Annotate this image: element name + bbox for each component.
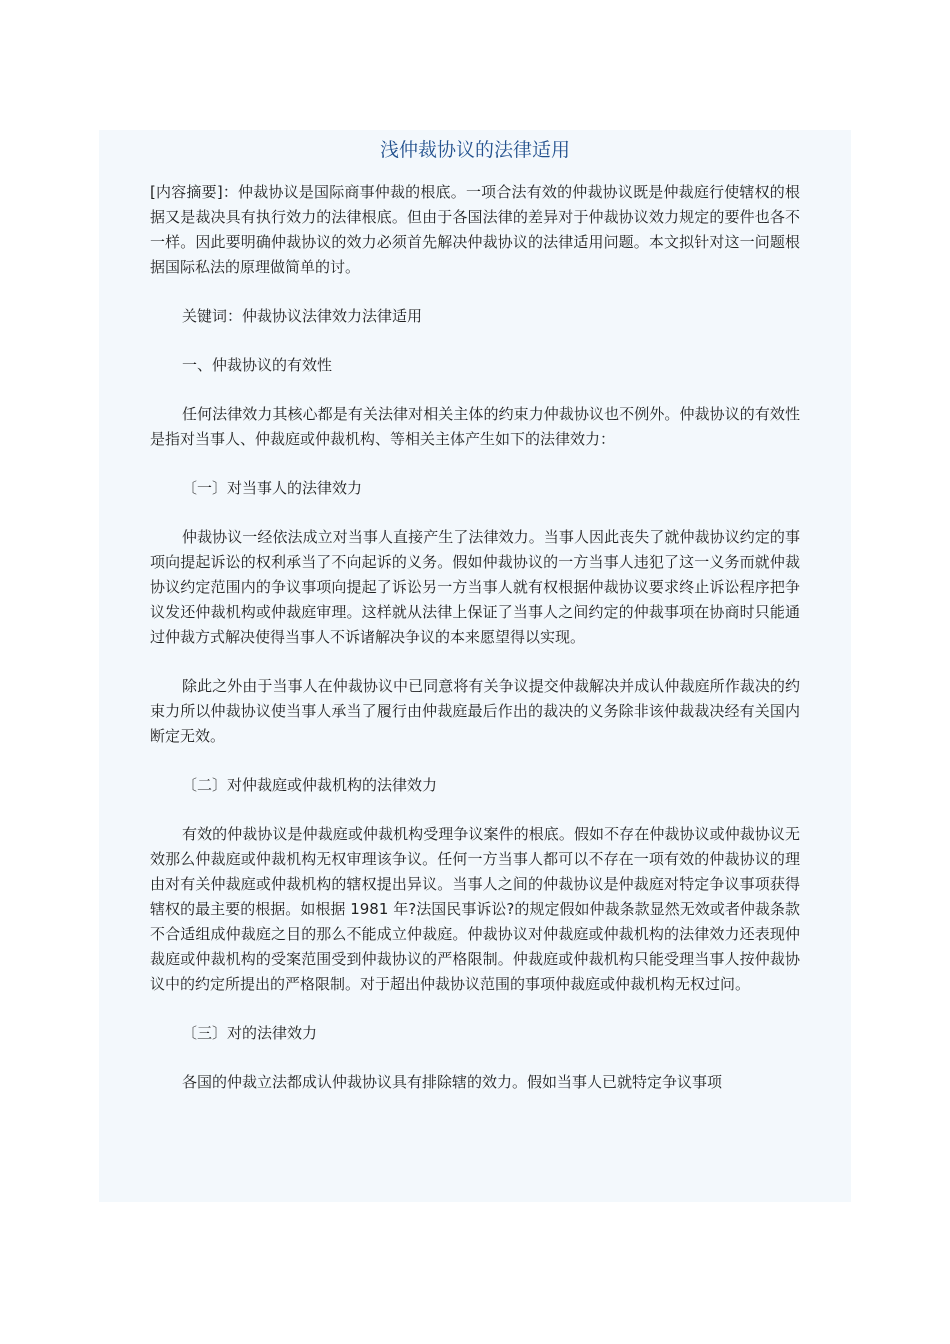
subsection-1-paragraph-1: 仲裁协议一经依法成立对当事人直接产生了法律效力。当事人因此丧失了就仲裁协议约定的事项向提起诉讼的权利承当了不向起诉的义务。假如仲裁协议的一方当事人违犯了这一义务而就仲裁协议约定范围内的争议事项向提起了诉讼另一方当事人就有权根据仲裁协议要求终止诉讼程序把争议发还仲裁机构或仲裁庭审理。这样就从法律上保证了当事人之间约定的仲裁事项在协商时只能通过仲裁方式解决使得当事人不诉诸解决争议的本来愿望得以实现。 — [150, 528, 800, 646]
abstract-paragraph: [内容摘要]：仲裁协议是国际商事仲裁的根底。一项合法有效的仲裁协议既是仲裁庭行使辖权的根据又是裁决具有执行效力的法律根底。但由于各国法律的差异对于仲裁协议效力规定的要件也各不一样。因此要明确仲裁协议的效力必须首先解决仲裁协议的法律适用问题。本文拟针对这一问题根据国际私法的原理做简单的讨。 — [150, 183, 800, 276]
keywords-line: 关键词：仲裁协议法律效力法律适用 — [182, 307, 423, 325]
document-title: 浅仲裁协议的法律适用 — [379, 139, 570, 161]
document-content — [150, 135, 800, 1119]
subsection-3-paragraph-1: 各国的仲裁立法都成认仲裁协议具有排除辖的效力。假如当事人已就特定争议事项 — [182, 1073, 723, 1091]
section-1-heading: 一、仲裁协议的有效性 — [182, 356, 333, 374]
subsection-1-paragraph-2: 除此之外由于当事人在仲裁协议中已同意将有关争议提交仲裁解决并成认仲裁庭所作裁决的约束力所以仲裁协议使当事人承当了履行由仲裁庭最后作出的裁决的义务除非该仲裁裁决经有关国内断定无效。 — [150, 677, 800, 745]
subsection-1-heading: 〔一〕对当事人的法律效力 — [182, 479, 363, 497]
section-1-intro-paragraph: 任何法律效力其核心都是有关法律对相关主体的约束力仲裁协议也不例外。仲裁协议的有效性是指对当事人、仲裁庭或仲裁机构、等相关主体产生如下的法律效力： — [150, 405, 800, 448]
subsection-2-heading: 〔二〕对仲裁庭或仲裁机构的法律效力 — [182, 776, 438, 794]
subsection-2-paragraph-1: 有效的仲裁协议是仲裁庭或仲裁机构受理争议案件的根底。假如不存在仲裁协议或仲裁协议无效那么仲裁庭或仲裁机构无权审理该争议。任何一方当事人都可以不存在一项有效的仲裁协议的理由对有关仲裁庭或仲裁机构的辖权提出异议。当事人之间的仲裁协议是仲裁庭对特定争议事项获得辖权的最主要的根据。如根据 1981 年?法国民事诉讼?的规定假如仲裁条款显然无效或者仲裁条款不合适组成仲裁庭之目的那么不能成立仲裁庭。仲裁协议对仲裁庭或仲裁机构的法律效力还表现仲裁庭或仲裁机构的受案范围受到仲裁协议的严格限制。仲裁庭或仲裁机构只能受理当事人按仲裁协议中的约定所提出的严格限制。对于超出仲裁协议范围的事项仲裁庭或仲裁机构无权过问。 — [150, 825, 800, 993]
subsection-3-heading: 〔三〕对的法律效力 — [182, 1024, 318, 1042]
